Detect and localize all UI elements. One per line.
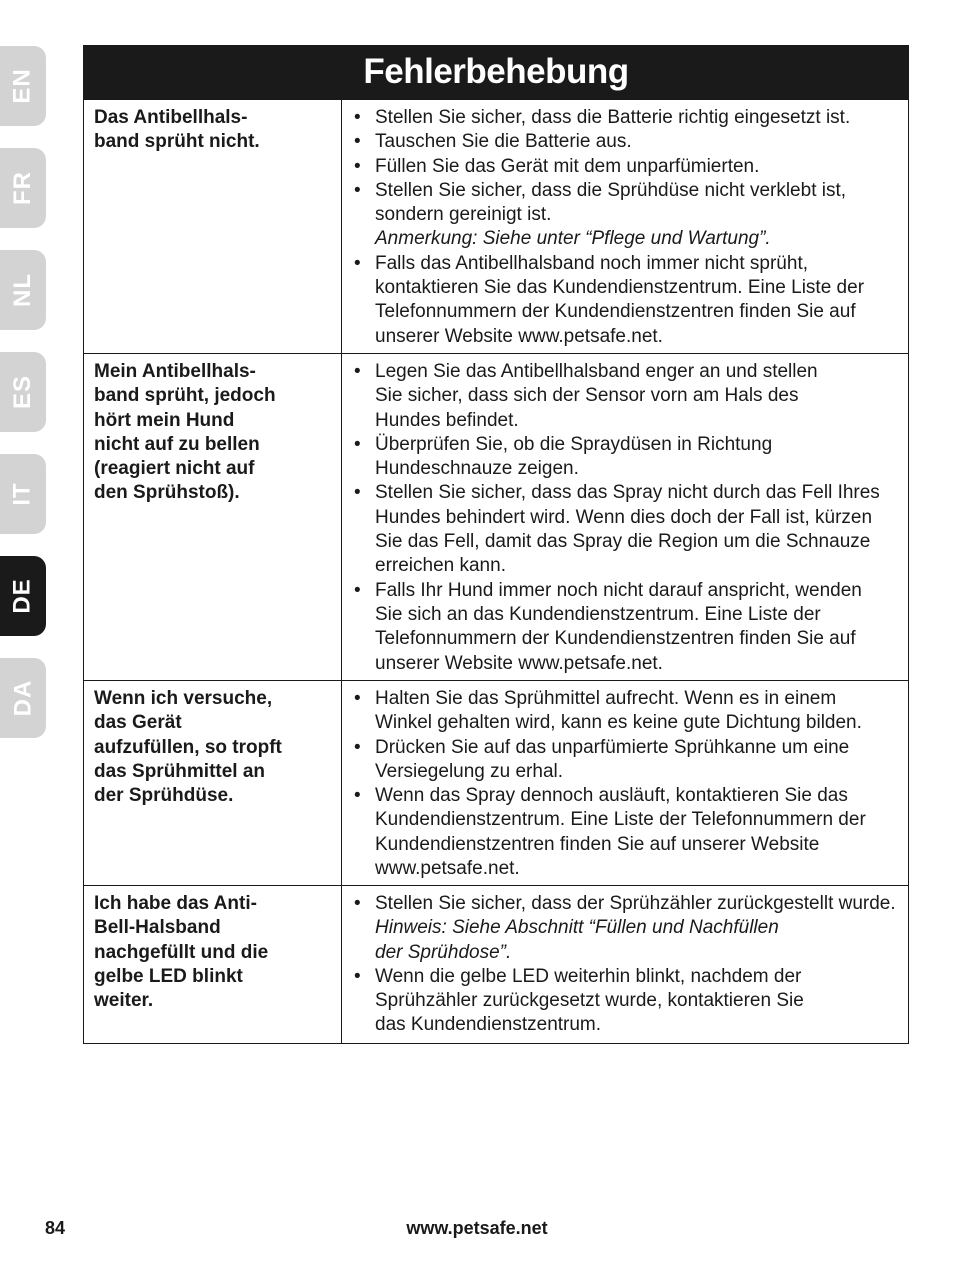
list-item	[352, 965, 898, 1038]
lang-tab-label: FR	[9, 171, 36, 205]
bullet: •	[354, 785, 361, 807]
list-item	[352, 784, 898, 881]
list-item	[352, 106, 898, 130]
solution-text: Halten Sie das Sprühmittel aufrecht. Wenn es in einem Winkel gehalten wird, kann es keine gute Dichtung bilden.	[375, 688, 862, 734]
troubleshooting-table	[83, 99, 909, 1044]
page-number: 84	[45, 1218, 66, 1238]
list-item	[352, 360, 898, 433]
bullet: •	[354, 893, 361, 914]
list-item	[352, 252, 898, 349]
solution-text: Stellen Sie sicher, dass der Sprühzähler zurückgestellt wurde.	[375, 893, 896, 914]
lang-tab-label: EN	[9, 68, 36, 104]
lang-tab-label: NL	[9, 273, 36, 307]
solution-note: Hinweis: Siehe Abschnitt “Füllen und Nachfüllen der Sprühdose”.	[375, 917, 779, 963]
solution-list	[352, 360, 898, 676]
lang-tab-en[interactable]	[0, 46, 46, 126]
solution-cell	[342, 100, 909, 354]
bullet: •	[354, 736, 361, 758]
solution-text: Drücken Sie auf das unparfümierte Sprühkanne um eine Versiegelung zu erhal.	[375, 736, 850, 782]
bullet: •	[354, 433, 361, 455]
lang-tab-it[interactable]	[0, 454, 46, 534]
list-item	[352, 579, 898, 676]
problem-cell: Wenn ich versuche, das Gerät aufzufüllen, so tropft das Sprühmittel an der Sprühdüse.	[84, 681, 342, 886]
list-item	[352, 155, 898, 179]
solution-text: Falls das Antibellhalsband noch immer nicht sprüht, kontaktieren Sie das Kundendienstzentrum. Eine Liste der Telefonnummern der Kundendienstzentren finden Sie auf unserer Website www.petsafe.net.	[375, 252, 865, 347]
solution-text: Stellen Sie sicher, dass die Sprühdüse nicht verklebt ist, sondern gereinigt ist.	[375, 179, 847, 226]
table-row	[84, 354, 909, 681]
list-item	[352, 130, 898, 154]
lang-tab-de[interactable]	[0, 556, 46, 636]
solution-text: Wenn die gelbe LED weiterhin blinkt, nachdem der Sprühzähler zurückgesetzt wurde, kontaktieren Sie das Kundendienstzentrum.	[375, 965, 804, 1036]
solution-cell	[342, 886, 909, 1044]
solution-list	[352, 106, 898, 349]
lang-tab-fr[interactable]	[0, 148, 46, 228]
bullet: •	[354, 107, 361, 128]
bullet: •	[354, 155, 361, 177]
lang-tab-nl[interactable]	[0, 250, 46, 330]
bullet: •	[354, 252, 361, 274]
list-item	[352, 892, 898, 965]
problem-cell: Mein Antibellhals- band sprüht, jedoch hört mein Hund nicht auf zu bellen (reagiert nicht auf den Sprühstoß).	[84, 354, 342, 681]
solution-text: Tauschen Sie die Batterie aus.	[375, 131, 632, 153]
lang-tab-label: DE	[9, 578, 36, 614]
bullet: •	[354, 179, 361, 201]
list-item	[352, 433, 898, 482]
page-title: Fehlerbehebung	[363, 52, 629, 91]
lang-tab-label: ES	[8, 374, 36, 410]
solution-cell	[342, 681, 909, 886]
lang-tab-es[interactable]	[0, 352, 46, 432]
footer-url: www.petsafe.net	[406, 1218, 548, 1238]
solution-text: Stellen Sie sicher, dass das Spray nicht durch das Fell Ihres Hundes behindert wird. Wenn dies doch der Fall ist, kürzen Sie das Fell, damit das Spray die Region um die Schnauze erreichen kann.	[375, 482, 880, 577]
bullet: •	[354, 965, 361, 987]
solution-text: Falls Ihr Hund immer noch nicht darauf anspricht, wenden Sie sich an das Kundendienstzentrum. Eine Liste der Telefonnummern der Kundendienstzentren finden Sie auf unserer Website www.petsafe.net.	[375, 579, 862, 674]
table-row	[84, 681, 909, 886]
lang-tab-da[interactable]	[0, 658, 46, 738]
list-item	[352, 179, 898, 252]
list-item	[352, 687, 898, 736]
solution-text: Füllen Sie das Gerät mit dem unparfümierten.	[375, 155, 760, 177]
bullet: •	[354, 482, 361, 504]
solution-text: Legen Sie das Antibellhalsband enger an und stellen Sie sicher, dass sich der Sensor vorn am Hals des Hundes befindet.	[375, 361, 818, 431]
troubleshooting-section	[83, 45, 909, 1044]
bullet: •	[354, 361, 361, 382]
problem-cell: Das Antibellhals- band sprüht nicht.	[84, 100, 342, 354]
solution-text: Überprüfen Sie, ob die Spraydüsen in Richtung Hundeschnauze zeigen.	[375, 433, 773, 480]
lang-tab-label: IT	[8, 482, 36, 506]
solution-cell	[342, 354, 909, 681]
lang-tab-label: DA	[8, 679, 36, 717]
bullet: •	[354, 688, 361, 709]
bullet: •	[354, 131, 361, 153]
table-row	[84, 100, 909, 354]
solution-text: Wenn das Spray dennoch ausläuft, kontaktieren Sie das Kundendienstzentrum. Eine Liste der Telefonnummern der Kundendienstzentren finden Sie auf unserer Website www.petsafe.net.	[375, 785, 866, 880]
bullet: •	[354, 579, 361, 601]
table-row	[84, 886, 909, 1044]
solution-note: Anmerkung: Siehe unter “Pflege und Wartung”.	[375, 228, 771, 250]
solution-text: Stellen Sie sicher, dass die Batterie richtig eingesetzt ist.	[375, 107, 851, 128]
solution-list	[352, 892, 898, 1038]
title-bar	[83, 45, 909, 99]
solution-list	[352, 687, 898, 881]
list-item	[352, 736, 898, 785]
list-item	[352, 481, 898, 578]
problem-cell: Ich habe das Anti- Bell-Halsband nachgefüllt und die gelbe LED blinkt weiter.	[84, 886, 342, 1044]
